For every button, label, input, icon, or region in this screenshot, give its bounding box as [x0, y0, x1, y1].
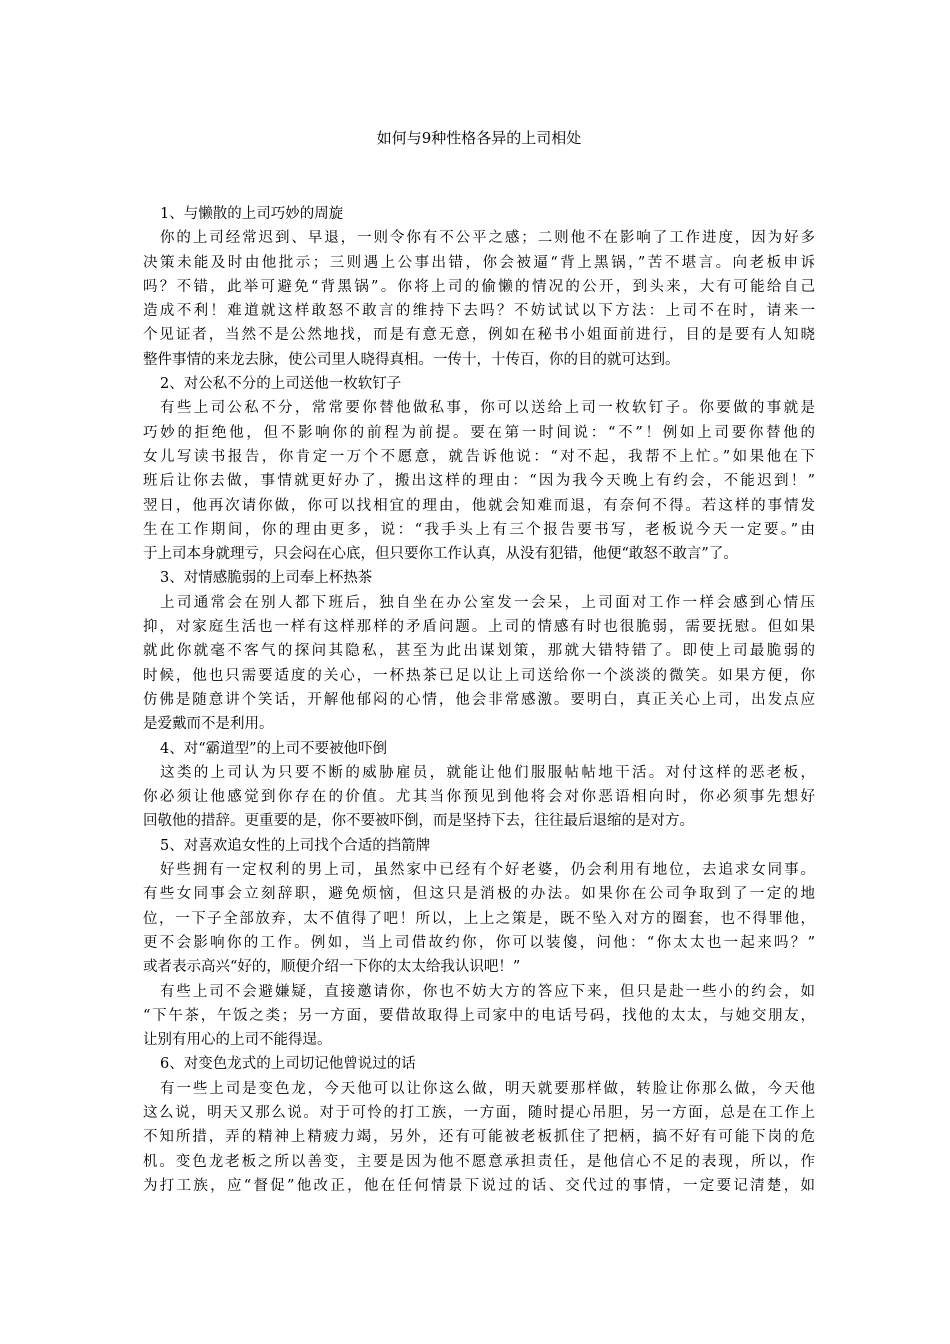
paragraph-line: 整件事情的来龙去脉，使公司里人晓得真相。一传十，十传百，你的目的就可达到。 — [143, 351, 680, 368]
section-heading: 1、与懒散的上司巧妙的周旋 — [160, 206, 344, 222]
paragraph-line: 是爱戴而不是利用。 — [143, 716, 274, 733]
paragraph-line: 有一些上司是变色龙，今天他可以让你这么做，明天就要那样做，转脸让你那么做，今天他 — [160, 1080, 815, 1097]
document-body — [143, 202, 815, 1198]
paragraph-line: 好些拥有一定权利的男上司，虽然家中已经有个好老婆，仍会利用有地位，去追求女同事。 — [160, 862, 815, 879]
paragraph-line: 时候，他也只需要适度的关心，一杯热茶已足以让上司送给你一个淡淡的微笑。如果方便，你 — [143, 667, 815, 684]
paragraph-line: 更不会影响你的工作。例如，当上司借故约你，你可以装傻，问他：“你太太也一起来吗？” — [143, 934, 815, 951]
paragraph-line: 为打工族，应“督促”他改正，他在任何情景下说过的话、交代过的事情，一定要记清楚，如 — [143, 1177, 815, 1194]
paragraph-line: 生在工作期间，你的理由更多，说：“我手头上有三个报告要书写，老板说今天一定要。”由 — [143, 521, 815, 538]
paragraph-line: 班后让你去做，事情就更好办了，搬出这样的理由：“因为我今天晚上有约会，不能迟到！” — [143, 473, 815, 490]
paragraph-line: 或者表示高兴“好的，顺便介绍一下你的太太给我认识吧！” — [143, 959, 521, 976]
paragraph-line: 让别有用心的上司不能得逞。 — [143, 1032, 332, 1049]
paragraph-line: 吗？不错，此举可避免“背黑锅”。你将上司的偷懒的情况的公开，到头来，大有可能给自己 — [143, 278, 815, 295]
section-heading: 2、对公私不分的上司送他一枚软钉子 — [160, 376, 402, 393]
paragraph-line: 抑，对家庭生活也一样有这样那样的矛盾问题。上司的情感有时也很脆弱，需要抚慰。但如果 — [143, 619, 815, 636]
paragraph-line: 翌日，他再次请你做，你可以找相宜的理由，他就会知难而退，有奈何不得。若这样的事情发 — [143, 497, 815, 514]
paragraph-line: 就此你就毫不客气的探问其隐私，甚至为此出谋划策，那就大错特错了。即使上司最脆弱的 — [143, 643, 815, 660]
section-heading: 6、对变色龙式的上司切记他曾说过的话 — [160, 1056, 416, 1073]
paragraph-line: 有些上司公私不分，常常要你替他做私事，你可以送给上司一枚软钉子。你要做的事就是 — [160, 400, 815, 417]
section-heading: 3、对情感脆弱的上司奉上杯热茶 — [160, 570, 373, 587]
paragraph-line: 回敬他的措辞。更重要的是，你不要被吓倒，而是坚持下去，往往最后退缩的是对方。 — [143, 813, 694, 830]
paragraph-line: 这类的上司认为只要不断的威胁雇员，就能让他们服服帖帖地干活。对付这样的恶老板， — [160, 764, 815, 781]
paragraph-line: 造成不利！难道就这样敢怒不敢言的维持下去吗？不妨试试以下方法：上司不在时，请来一 — [143, 303, 815, 320]
paragraph-line: 决策未能及时由他批示；三则遇上公事出错，你会被逼“背上黑锅，”苦不堪言。向老板申诉 — [143, 254, 815, 271]
paragraph-line: 上司通常会在别人都下班后，独自坐在办公室发一会呆，上司面对工作一样会感到心情压 — [160, 594, 815, 611]
paragraph-line: 个见证者，当然不是公然地找，而是有意无意，例如在秘书小姐面前进行，目的是要有人知晓 — [143, 327, 815, 344]
document-page — [143, 0, 815, 1344]
paragraph-line: 女儿写读书报告，你肯定一万个不愿意，就告诉他说：“对不起，我帮不上忙。”如果他在下 — [143, 448, 815, 465]
document-title: 如何与9种性格各异的上司相处 — [376, 129, 582, 147]
paragraph-line: 你必须让他感觉到你存在的价值。尤其当你预见到他将会对你恶语相向时，你必须事先想好 — [143, 789, 815, 806]
paragraph-line: 不知所措，弄的精神上精疲力竭，另外，还有可能被老板抓住了把柄，搞不好有可能下岗的危 — [143, 1129, 815, 1146]
paragraph-line: 你的上司经常迟到、早退，一则令你有不公平之感；二则他不在影响了工作进度，因为好多 — [160, 230, 815, 247]
section-heading: 4、对“霸道型”的上司不要被他吓倒 — [160, 740, 388, 757]
section-heading: 5、对喜欢追女性的上司找个合适的挡箭牌 — [160, 837, 431, 854]
paragraph-line: 巧妙的拒绝他，但不影响你的前程为前提。要在第一时间说：“不”！例如上司要你替他的 — [143, 424, 815, 441]
paragraph-line: 于上司本身就理亏，只会闷在心底，但只要你工作认真，从没有犯错，他便“敢怒不敢言”了。 — [143, 546, 738, 563]
paragraph-line: “下午茶，午饭之类；另一方面，要借故取得上司家中的电话号码，找他的太太，与她交朋友， — [143, 1007, 815, 1024]
paragraph-line: 机。变色龙老板之所以善变，主要是因为他不愿意承担责任，是他信心不足的表现，所以，作 — [143, 1153, 815, 1170]
paragraph-line: 位，一下子全部放弃，太不值得了吧！所以，上上之策是，既不坠入对方的圈套，也不得罪他， — [143, 910, 815, 927]
paragraph-line: 有些女同事会立刻辞职，避免烦恼，但这只是消极的办法。如果你在公司争取到了一定的地 — [143, 886, 815, 903]
paragraph-line: 仿佛是随意讲个笑话，开解他郁闷的心情，他会非常感激。要明白，真正关心上司，出发点应 — [143, 691, 815, 708]
paragraph-line: 这么说，明天又那么说。对于可怜的打工族，一方面，随时提心吊胆，另一方面，总是在工作上 — [143, 1104, 815, 1121]
paragraph-line: 有些上司不会避嫌疑，直接邀请你，你也不妨大方的答应下来，但只是赴一些小的约会，如 — [160, 983, 815, 1000]
